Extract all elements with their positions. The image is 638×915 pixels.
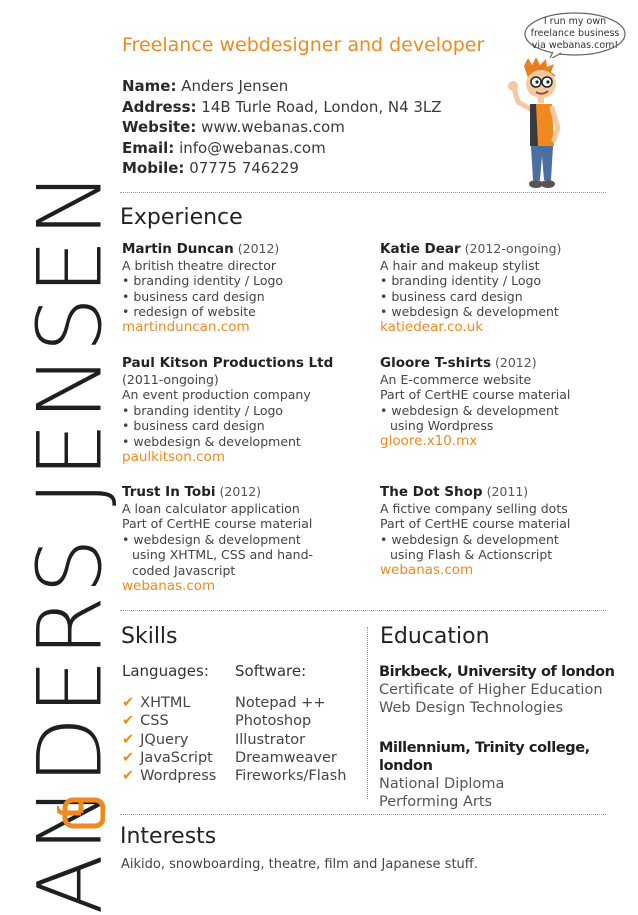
job-bullet: • redesign of website: [122, 304, 362, 320]
contact-label: Address:: [122, 97, 197, 116]
job-description: An event production company: [122, 387, 311, 403]
contact-label: Mobile:: [122, 159, 185, 177]
qualification-line: Certificate of Higher Education: [379, 682, 603, 698]
skill-item: ✔ JavaScript: [122, 749, 213, 766]
qualification-line: Performing Arts: [379, 794, 493, 810]
job-year: (2012): [495, 355, 537, 370]
bubble-line: I run my own: [543, 16, 607, 27]
cartoon-character-image: [506, 58, 574, 192]
job-entry: [380, 484, 620, 579]
skill-item: Illustrator: [235, 731, 306, 748]
job-title: Katie Dear: [380, 241, 461, 257]
job-bullet: • business card design: [122, 289, 362, 305]
skill-item: ✔ JQuery: [122, 731, 189, 748]
contact-value: 14B Turle Road, London, N4 3LZ: [201, 97, 442, 116]
job-description: A fictive company selling dots: [380, 500, 568, 516]
job-bullet: • branding identity / Logo: [122, 273, 362, 289]
check-icon: ✔: [122, 695, 135, 712]
contact-value: 07775 746229: [189, 159, 299, 177]
skill-item: ✔ XHTML: [122, 695, 191, 712]
check-icon: ✔: [122, 749, 135, 766]
job-bullet: • branding identity / Logo: [380, 273, 620, 289]
check-icon: ✔: [122, 731, 135, 748]
job-bullet-continuation: using Wordpress: [390, 418, 494, 434]
job-year: (2012): [237, 241, 280, 256]
page-title: Freelance webdesigner and developer: [122, 34, 485, 56]
skills-heading: Skills: [121, 624, 178, 649]
education-entry: [379, 739, 638, 811]
job-description: Part of CertHE course material: [380, 387, 571, 403]
column-divider: [367, 627, 368, 799]
skill-item: Photoshop: [235, 713, 312, 730]
contact-row-name: [122, 76, 442, 97]
school-name: Millennium, Trinity college, london: [379, 740, 590, 774]
skill-item: Dreamweaver: [235, 749, 337, 766]
education-entry: [379, 663, 615, 717]
job-title: Martin Duncan: [122, 241, 234, 257]
contact-row-website: [122, 117, 442, 138]
check-icon: ✔: [122, 768, 135, 785]
job-description: An E-commerce website: [380, 371, 532, 387]
job-bullet: • webdesign & development: [122, 434, 362, 450]
divider: [120, 610, 606, 611]
job-entry: [380, 241, 620, 336]
skill-item: ✔ Wordpress: [122, 768, 217, 785]
job-link[interactable]: paulkitson.com: [122, 448, 225, 465]
contact-row-address: [122, 97, 442, 118]
software-label: Software:: [235, 662, 307, 680]
job-entry: [122, 484, 362, 594]
bubble-line: freelance business: [530, 28, 620, 39]
skill-item: Fireworks/Flash: [235, 768, 347, 785]
job-bullet: • webdesign & development: [380, 304, 620, 320]
job-description: A hair and makeup stylist: [380, 257, 540, 273]
school-name: Birkbeck, University of london: [379, 664, 615, 680]
job-entry: [122, 241, 362, 336]
job-bullet-continuation: using Flash & Actionscript: [390, 547, 553, 563]
contact-value: info@webanas.com: [179, 138, 326, 157]
job-link[interactable]: gloore.x10.mx: [380, 432, 478, 449]
job-link[interactable]: katiedear.co.uk: [380, 318, 484, 335]
job-description: (2011-ongoing): [122, 371, 219, 387]
job-bullet-continuation: using XHTML, CSS and hand-: [132, 547, 314, 563]
divider: [120, 192, 606, 193]
job-description: Part of CertHE course material: [380, 516, 571, 532]
job-link[interactable]: webanas.com: [380, 561, 474, 578]
job-bullet-continuation: coded Javascript: [132, 562, 236, 578]
job-entry: [380, 355, 620, 450]
contact-details: [122, 76, 442, 179]
job-title: Trust In Tobi: [122, 484, 216, 500]
job-year: (2012-ongoing): [464, 241, 562, 256]
bubble-line: via webanas.com!: [531, 40, 619, 51]
job-title: The Dot Shop: [380, 484, 483, 500]
qualification-line: Web Design Technologies: [379, 700, 564, 716]
speech-bubble-text: [524, 16, 626, 52]
mouse-icon: [57, 796, 105, 830]
contact-row-mobile: [122, 158, 442, 179]
job-bullet: • webdesign & development: [380, 403, 620, 419]
skill-item: ✔ CSS: [122, 713, 169, 730]
contact-value: Anders Jensen: [181, 77, 289, 95]
job-description: A british theatre director: [122, 257, 276, 273]
job-bullet: • branding identity / Logo: [122, 403, 362, 419]
software-column: [235, 662, 346, 785]
job-bullet: • business card design: [122, 418, 362, 434]
job-year: (2012): [219, 484, 262, 499]
job-link[interactable]: martinduncan.com: [122, 318, 250, 335]
job-link[interactable]: webanas.com: [122, 577, 216, 594]
contact-row-email: [122, 138, 442, 159]
qualification-line: National Diploma: [379, 776, 505, 792]
education-heading: Education: [380, 624, 490, 649]
job-title: Paul Kitson Productions Ltd: [122, 355, 334, 371]
job-year: (2011): [486, 484, 529, 499]
divider: [120, 814, 606, 815]
job-entry: [122, 355, 362, 465]
skill-item: Notepad ++: [235, 695, 326, 712]
contact-value: www.webanas.com: [201, 118, 345, 136]
job-description: A loan calculator application: [122, 500, 300, 516]
check-icon: ✔: [122, 713, 135, 730]
languages-label: Languages:: [122, 662, 209, 680]
job-bullet: • webdesign & development: [122, 532, 362, 548]
experience-heading: Experience: [120, 205, 243, 230]
interests-text: Aikido, snowboarding, theatre, film and Japanese stuff.: [121, 857, 478, 872]
job-title: Gloore T-shirts: [380, 355, 492, 371]
contact-label: Website:: [122, 118, 197, 136]
interests-heading: Interests: [120, 824, 217, 849]
contact-label: Email:: [122, 138, 175, 157]
job-description: Part of CertHE course material: [122, 516, 313, 532]
job-bullet: • business card design: [380, 289, 620, 305]
vertical-name: ANDERS JENSEN: [18, 169, 122, 915]
contact-label: Name:: [122, 77, 177, 95]
job-bullet: • webdesign & development: [380, 532, 620, 548]
languages-column: [122, 662, 216, 785]
